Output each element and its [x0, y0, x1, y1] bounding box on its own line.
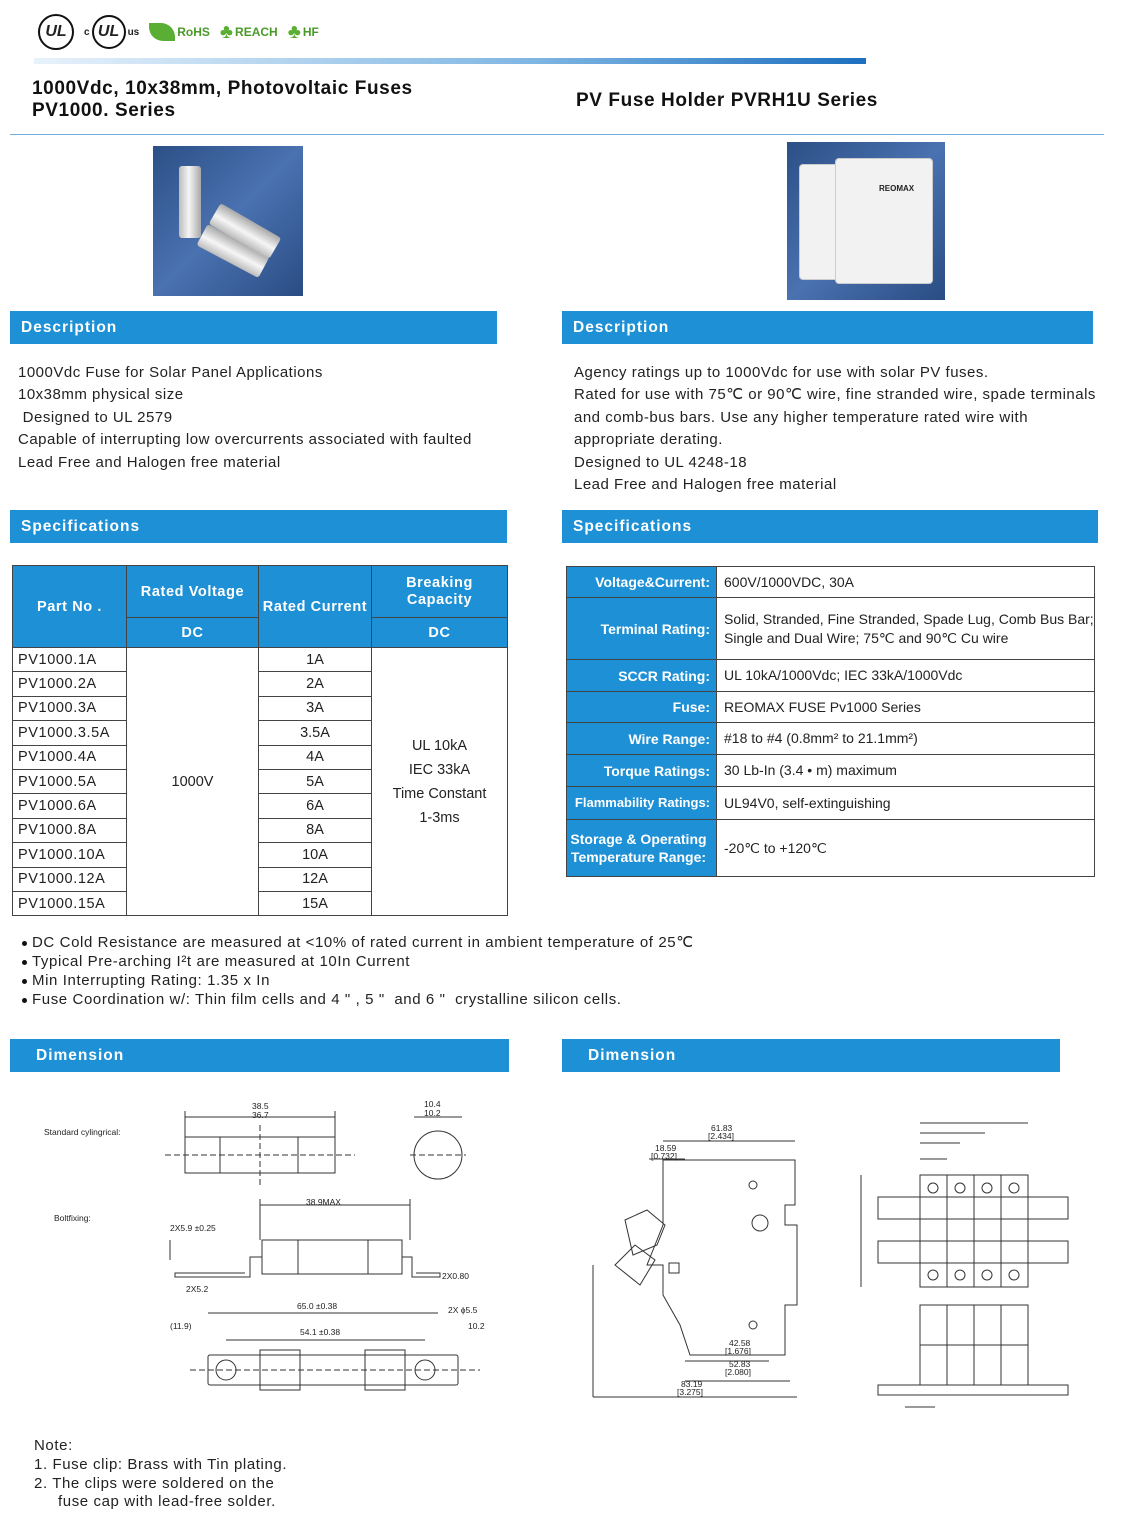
right-description-header: Description	[562, 311, 1093, 344]
fuse-notes-list	[22, 933, 694, 1009]
table-row-part: PV1000.5A	[13, 769, 127, 793]
spec-value: REOMAX FUSE Pv1000 Series	[717, 692, 1095, 723]
dim-text: 38.9MAX	[306, 1197, 341, 1207]
table-row-current: 2A	[259, 672, 372, 696]
left-title: 1000Vdc, 10x38mm, Photovoltaic Fuses PV1000. Series	[32, 78, 413, 121]
dim-text: 10.2	[424, 1108, 441, 1118]
table-row-current: 1A	[259, 648, 372, 672]
list-item: Min Interrupting Rating: 1.35 x In	[22, 971, 694, 990]
dim-text: [1.676]	[725, 1346, 751, 1356]
cul-us-logo-icon: c UL us	[84, 15, 139, 49]
leaf-icon	[149, 23, 175, 41]
left-specifications-header: Specifications	[10, 510, 507, 543]
table-row-current: 5A	[259, 769, 372, 793]
header-gradient-line	[34, 58, 866, 64]
table-row-part: PV1000.10A	[13, 843, 127, 867]
right-specifications-header: Specifications	[562, 510, 1098, 543]
dim-text: 42.58	[729, 1338, 751, 1348]
spec-value: Solid, Stranded, Fine Stranded, Spade Lug, Comb Bus Bar; Single and Dual Wire; 75℃ and 90℃ Cu wire	[717, 598, 1095, 660]
voltage-dc-header: DC	[127, 618, 259, 648]
voltage-cell: 1000V	[127, 648, 259, 916]
rated-voltage-header: Rated Voltage	[127, 566, 259, 618]
dim-text: 18.59	[655, 1143, 677, 1153]
spec-value: 30 Lb-In (3.4 • m) maximum	[717, 755, 1095, 787]
table-row-part: PV1000.8A	[13, 818, 127, 842]
spec-key: Flammability Ratings:	[567, 787, 717, 820]
table-row-current: 8A	[259, 818, 372, 842]
spec-key: Fuse:	[567, 692, 717, 723]
table-row-part: PV1000.2A	[13, 672, 127, 696]
dim-text: 38.5	[252, 1101, 269, 1111]
ul-logo-icon: UL	[38, 14, 74, 50]
dim-text: 61.83	[711, 1123, 733, 1133]
spec-value: UL94V0, self-extinguishing	[717, 787, 1095, 820]
table-row-part: PV1000.15A	[13, 891, 127, 915]
table-row-part: PV1000.3.5A	[13, 721, 127, 745]
dim-text: 2X5.9 ±0.25	[170, 1223, 216, 1233]
table-row-current: 6A	[259, 794, 372, 818]
dim-text: 10.4	[424, 1099, 441, 1109]
right-dimension-header: Dimension	[562, 1039, 1060, 1072]
rohs-badge: RoHS	[149, 23, 210, 41]
dim-text: [2.080]	[725, 1367, 751, 1377]
spec-key: Wire Range:	[567, 723, 717, 755]
right-description: Agency ratings up to 1000Vdc for use with solar PV fuses. Rated for use with 75℃ or 90℃ wire, fine stranded wire, spade terminals and comb-bus bars. Use any higher temperature rated wire with appropriate derating. Designed to UL 4248-18 Lead Free and Halogen free material	[574, 364, 1096, 494]
hf-badge: ♣ HF	[287, 20, 319, 43]
table-row-current: 12A	[259, 867, 372, 891]
table-row-part: PV1000.1A	[13, 648, 127, 672]
breaking-capacity-header: Breaking Capacity	[372, 566, 508, 618]
dim-text: 10.2	[468, 1321, 485, 1331]
list-item: Fuse Coordination w/: Thin film cells and 4 " , 5 " and 6 " crystalline silicon cells.	[22, 990, 694, 1009]
dim-text: 65.0 ±0.38	[297, 1301, 338, 1311]
plant-icon: ♣	[287, 20, 301, 43]
table-row-part: PV1000.12A	[13, 867, 127, 891]
fuse-spec-table	[12, 565, 508, 916]
table-row-part: PV1000.6A	[13, 794, 127, 818]
certification-logos	[38, 12, 319, 52]
table-row-current: 3A	[259, 696, 372, 720]
left-dimension-header: Dimension	[10, 1039, 509, 1072]
dim-text: 54.1 ±0.38	[300, 1327, 341, 1337]
spec-key: Storage & Operating Temperature Range:	[567, 820, 717, 877]
dim-text: 36.7	[252, 1110, 269, 1120]
list-item: Typical Pre-arching I²t are measured at 10In Current	[22, 952, 694, 971]
part-no-header: Part No .	[13, 566, 127, 648]
table-row-part: PV1000.3A	[13, 696, 127, 720]
dim-text: (11.9)	[170, 1321, 192, 1331]
dim-text: [2.434]	[708, 1131, 734, 1141]
dim-text: [3.275]	[677, 1387, 703, 1397]
list-item: DC Cold Resistance are measured at <10% of rated current in ambient temperature of 25℃	[22, 933, 694, 952]
breaking-dc-header: DC	[372, 618, 508, 648]
dim-text: 2X0.80	[442, 1271, 469, 1281]
spec-key: Voltage&Current:	[567, 567, 717, 598]
spec-key: Torque Ratings:	[567, 755, 717, 787]
spec-value: #18 to #4 (0.8mm² to 21.1mm²)	[717, 723, 1095, 755]
dim-text: 83.19	[681, 1379, 703, 1389]
left-description: 1000Vdc Fuse for Solar Panel Applications 10x38mm physical size Designed to UL 2579 Capable of interrupting low overcurrents associated with faulted Lead Free and Halogen free material	[18, 364, 472, 471]
fuse-photo	[153, 146, 303, 296]
spec-key: SCCR Rating:	[567, 660, 717, 692]
holder-spec-table	[566, 566, 1095, 877]
plant-icon: ♣	[219, 20, 234, 43]
fuse-dimension-drawing	[40, 1095, 510, 1415]
dim-text: 2X ϕ5.5	[448, 1305, 478, 1315]
spec-value: UL 10kA/1000Vdc; IEC 33kA/1000Vdc	[717, 660, 1095, 692]
breaking-cell: UL 10kA IEC 33kA Time Constant 1-3ms	[372, 648, 508, 916]
dim-text: 2X5.2	[186, 1284, 209, 1294]
table-row-current: 3.5A	[259, 721, 372, 745]
dim-text: 52.83	[729, 1359, 751, 1369]
spec-value: -20℃ to +120℃	[717, 820, 1095, 877]
holder-dimension-drawing	[585, 1115, 1075, 1420]
table-row-current: 4A	[259, 745, 372, 769]
dim-standard-label: Standard cylingrical:	[44, 1127, 121, 1137]
table-row-current: 15A	[259, 891, 372, 915]
reach-badge: ♣ REACH	[219, 20, 278, 43]
spec-value: 600V/1000VDC, 30A	[717, 567, 1095, 598]
right-title: PV Fuse Holder PVRH1U Series	[576, 90, 878, 111]
footer-note: Note: 1. Fuse clip: Brass with Tin plating. 2. The clips were soldered on the fuse cap with lead-free solder.	[34, 1437, 288, 1511]
holder-brand-label: REOMAX	[879, 184, 915, 193]
left-description-header: Description	[10, 311, 497, 344]
spec-key: Terminal Rating:	[567, 598, 717, 660]
table-row-current: 10A	[259, 843, 372, 867]
title-divider	[10, 134, 1104, 135]
dim-text: [0.732]	[651, 1151, 677, 1161]
fuse-holder-photo	[787, 142, 945, 300]
dim-bolt-label: Boltfixing:	[54, 1213, 91, 1223]
rated-current-header: Rated Current	[259, 566, 372, 648]
table-row-part: PV1000.4A	[13, 745, 127, 769]
